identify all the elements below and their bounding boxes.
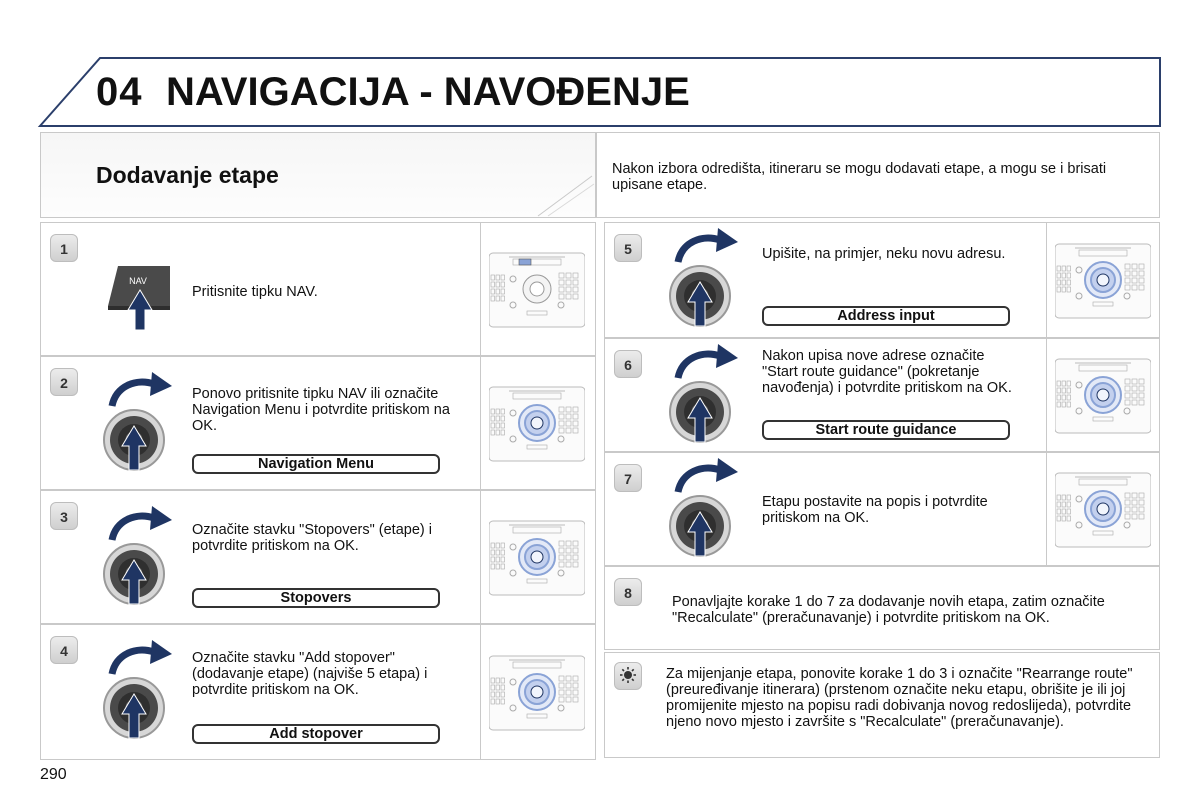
console-2-icon xyxy=(489,383,585,463)
tip-text: Za mijenjanje etapa, ponovite korake 1 do 3 i označite "Rearrange route" (preuređivanje itinerara) (prstenom označite neku etapu, obrišite je ili joj promijenite mjesto na popisu radi dobivanja novog redoslijeda), potvrdite njeno novo mjesto i završite s "Recalculate" (preračunavanje). xyxy=(666,666,1133,730)
step-5-console-thumbnail xyxy=(1046,222,1160,338)
step-1-console-thumbnail xyxy=(480,222,596,356)
step-6-menu-button[interactable]: Start route guidance xyxy=(762,420,1010,440)
step-3-text: Označite stavku "Stopovers" (etape) i potvrdite pritiskom na OK. xyxy=(192,522,432,554)
step-7-knob-icon xyxy=(668,456,740,566)
step-1-badge: 1 xyxy=(50,234,78,262)
step-2-badge: 2 xyxy=(50,368,78,396)
console-1-icon xyxy=(489,249,585,329)
step-7-text: Etapu postavite na popis i potvrdite pritiskom na OK. xyxy=(762,494,988,526)
console-7-icon xyxy=(1055,469,1151,549)
step-3-console-thumbnail xyxy=(480,490,596,624)
step-4-console-thumbnail xyxy=(480,624,596,760)
step-3-knob-icon xyxy=(102,504,174,614)
step-6-knob-icon xyxy=(668,342,740,452)
step-4-text: Označite stavku "Add stopover" (dodavanje etape) (najviše 5 etapa) i potvrdite pritiskom na OK. xyxy=(192,650,428,698)
panel-fold-corner xyxy=(530,170,596,218)
step-4-knob-icon xyxy=(102,638,174,748)
step-8-badge: 8 xyxy=(614,578,642,606)
step-5-badge: 5 xyxy=(614,234,642,262)
console-4-icon xyxy=(489,652,585,732)
step-4-badge: 4 xyxy=(50,636,78,664)
chapter-title: NAVIGACIJA - NAVOĐENJE xyxy=(166,70,690,114)
step-3-badge: 3 xyxy=(50,502,78,530)
step-7-console-thumbnail xyxy=(1046,452,1160,566)
step-6-text: Nakon upisa nove adrese označite "Start route guidance" (pokretanje navođenja) i potvrdite pritiskom na OK. xyxy=(762,348,1012,396)
nav-key-icon xyxy=(104,260,174,330)
chapter-number: 04 xyxy=(96,70,143,114)
section-subtitle: Dodavanje etape xyxy=(96,162,279,188)
step-5-knob-icon xyxy=(668,226,740,336)
lightbulb-icon xyxy=(615,663,641,689)
step-2-console-thumbnail xyxy=(480,356,596,490)
console-3-icon xyxy=(489,517,585,597)
step-7-badge: 7 xyxy=(614,464,642,492)
step-2-knob-icon xyxy=(102,370,174,480)
step-3-menu-button[interactable]: Stopovers xyxy=(192,588,440,608)
step-6-badge: 6 xyxy=(614,350,642,378)
step-8-text: Ponavljajte korake 1 do 7 za dodavanje novih etapa, zatim označite "Recalculate" (preračunavanje) i potvrdite pritiskom na OK. xyxy=(672,594,1105,626)
step-4-menu-button[interactable]: Add stopover xyxy=(192,724,440,744)
intro-text: Nakon izbora odredišta, itineraru se mogu dodavati etape, a mogu se i brisati upisane etape. xyxy=(612,161,1107,193)
console-6-icon xyxy=(1055,355,1151,435)
step-2-menu-button[interactable]: Navigation Menu xyxy=(192,454,440,474)
step-5-menu-button[interactable]: Address input xyxy=(762,306,1010,326)
console-5-icon xyxy=(1055,240,1151,320)
page-number: 290 xyxy=(40,766,67,783)
tip-badge xyxy=(614,662,642,690)
svg-text:NAV: NAV xyxy=(129,276,147,286)
step-6-console-thumbnail xyxy=(1046,338,1160,452)
step-5-text: Upišite, na primjer, neku novu adresu. xyxy=(762,246,1006,262)
step-1-text: Pritisnite tipku NAV. xyxy=(192,284,318,300)
step-2-text: Ponovo pritisnite tipku NAV ili označite Navigation Menu i potvrdite pritiskom na OK. xyxy=(192,386,450,434)
